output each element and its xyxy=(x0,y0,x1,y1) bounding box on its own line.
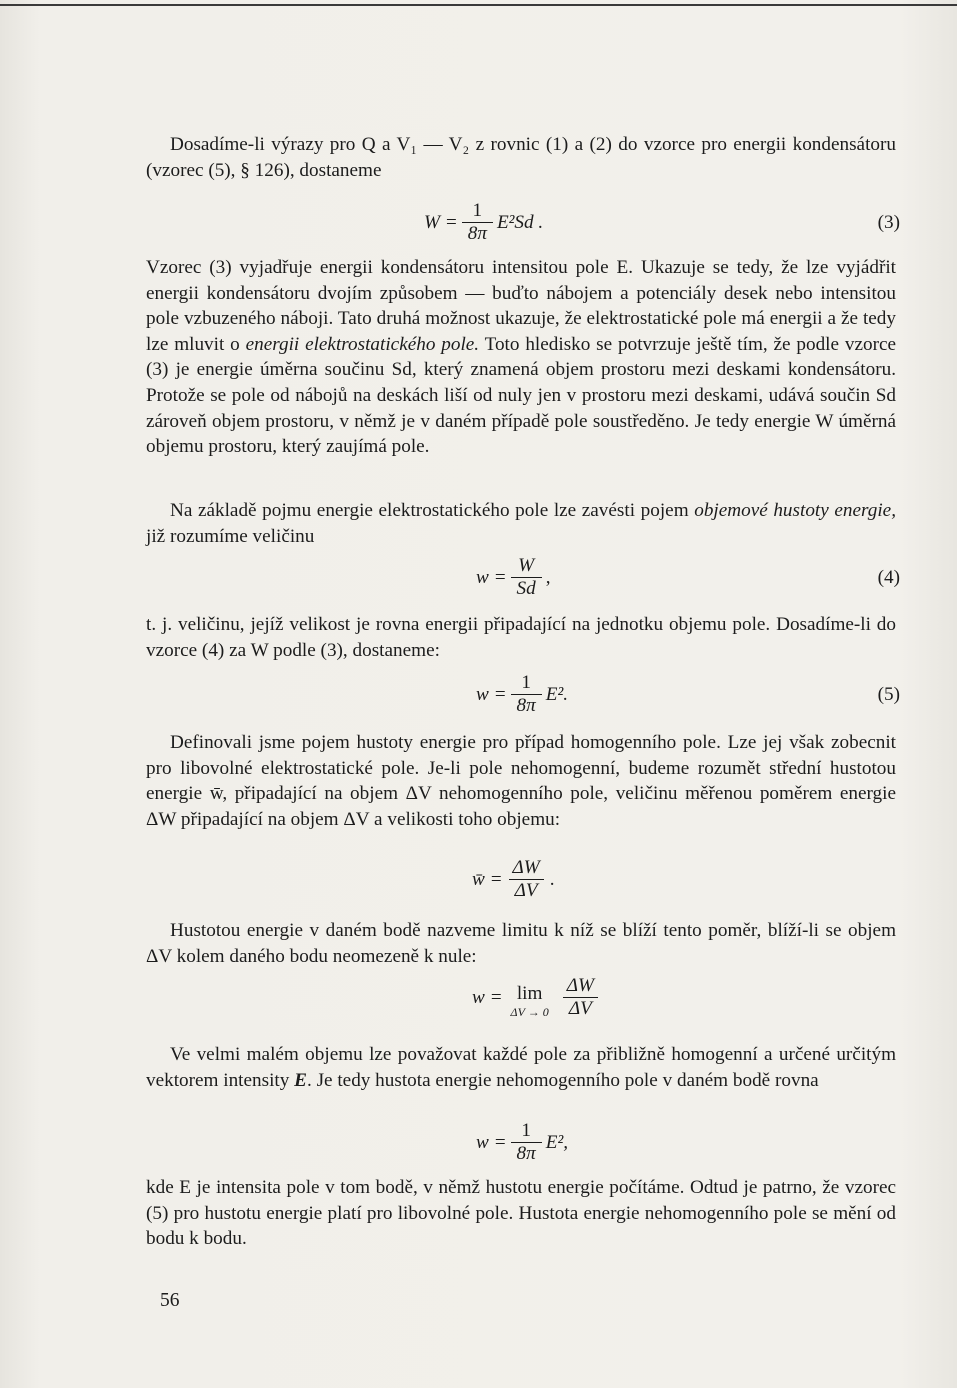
paragraph-2-text-c: Toto hledisko se potvrzuje ještě tím, že podle vzorce (3) je energie úměrna součinu Sd, který znamená objem prostoru mezi deskami kondensátoru. Protože se pole od nábojů na deskách liší od nuly jen v prostoru mezi deskami, udává součin Sd zároveň objem prostoru, v němž je v daném případě pole soustředěno. Je tedy energie W úměrná objemu prostoru, který zaujímá pole. xyxy=(146,333,896,458)
paragraph-8-text: kde E je intensita pole v tom bodě, v němž hustotu energie počítáme. Odtud je patrno, že vzorec (5) pro hustotu energie platí pro libovolné pole. Hustota energie nehomogenního pole se mění od bodu k bodu. xyxy=(146,1177,896,1250)
paragraph-2-text-a: Vzorec (3) vyjadřuje energii kondensátoru intensitou pole E. Ukazuje se tedy, že lze vyjádřit energii kondensátoru dvojím způsobem — buďto nábojem a potenciály desek nebo intensitou pole vzbuzeného náboji. Tato druhá možnost ukazuje, že elektrostatické pole má energii a že tedy lze mluvit o xyxy=(146,257,896,355)
eq5-numerator: 1 xyxy=(521,672,531,693)
equation-5 xyxy=(146,672,900,730)
eq3-denominator: 8π xyxy=(462,222,493,245)
eq8-denominator: 8π xyxy=(511,1142,542,1165)
eq7-denominator: ΔV xyxy=(563,997,598,1020)
equation-6 xyxy=(146,857,900,915)
paragraph-7-vector: E xyxy=(294,1069,307,1091)
paragraph-3-emphasis: objemové hustoty energie, xyxy=(694,500,896,521)
paragraph-1 xyxy=(146,132,896,183)
eq7-limit xyxy=(511,977,549,1019)
eq3-label: (3) xyxy=(877,212,900,233)
eq4-denominator: Sd xyxy=(511,577,542,600)
eq8-rhs: E², xyxy=(545,1131,569,1153)
eq5-lhs: w = xyxy=(476,683,507,705)
paragraph-6-text: Hustotou energie v daném bodě nazveme limitu k níž se blíží tento poměr, blíží-li se objem ΔV kolem daného bodu neomezeně k nule: xyxy=(146,920,896,967)
paragraph-4 xyxy=(146,612,896,663)
eq5-denominator: 8π xyxy=(511,694,542,717)
paragraph-6 xyxy=(146,918,896,969)
eq3-lhs: W = xyxy=(424,211,458,233)
paragraph-7 xyxy=(146,1042,896,1093)
paragraph-5 xyxy=(146,730,896,832)
paragraph-2-emphasis: energii elektrostatického pole. xyxy=(245,333,480,355)
paragraph-3 xyxy=(146,498,896,549)
paragraph-1-text: Dosadíme-li výrazy pro Q a V₁ — V₂ z rovnic (1) a (2) do vzorce pro energii kondensátoru (vzorec (5), § 126), dostaneme xyxy=(146,134,896,181)
paragraph-8 xyxy=(146,1175,896,1252)
eq8-fraction xyxy=(511,1120,542,1165)
paragraph-5-text: Definovali jsme pojem hustoty energie pro případ homogenního pole. Lze jej však zobecnit pro libovolné elektrostatické pole. Je-li pole nehomogenní, budeme rozumět střední hustotou energie w̄, připadající na objem ΔV nehomogenního pole, veličinu měřenou poměrem energie ΔW připadající na objem ΔV a velikosti toho objemu: xyxy=(146,732,896,830)
paragraph-7-text-a: Ve velmi malém objemu lze považovat každé pole za přibližně homogenní a určené určitým vektorem intensity xyxy=(146,1044,896,1091)
top-rule xyxy=(0,4,957,6)
paragraph-7-text-c: . Je tedy hustota energie nehomogenního pole v daném bodě rovna xyxy=(306,1069,819,1091)
eq4-label: (4) xyxy=(877,567,900,588)
equation-7 xyxy=(146,975,900,1035)
eq7-lhs: w = xyxy=(472,986,503,1008)
eq7-lim-subscript: ΔV → 0 xyxy=(510,1004,549,1019)
eq6-lhs: w̄ = xyxy=(472,868,503,890)
paragraph-3-text-a: Na základě pojmu energie elektrostatického pole lze zavésti pojem xyxy=(170,500,695,521)
eq4-lhs: w = xyxy=(476,566,507,588)
eq4-fraction xyxy=(511,555,542,600)
eq3-fraction xyxy=(462,200,493,245)
paragraph-2 xyxy=(146,255,896,460)
eq4-rhs: , xyxy=(545,566,551,588)
eq5-fraction xyxy=(511,672,542,717)
eq3-rhs: E²Sd . xyxy=(496,211,544,233)
eq6-rhs: . xyxy=(549,868,555,890)
eq5-rhs: E². xyxy=(545,683,569,705)
eq5-label: (5) xyxy=(877,684,900,705)
paragraph-3-text-c: již rozumíme veličinu xyxy=(146,525,315,547)
eq8-numerator: 1 xyxy=(521,1120,531,1141)
eq4-numerator: W xyxy=(518,555,535,576)
eq6-denominator: ΔV xyxy=(509,879,544,902)
equation-8 xyxy=(146,1120,900,1178)
equation-3 xyxy=(146,200,900,258)
paragraph-4-text: t. j. veličinu, jejíž velikost je rovna energii připadající na jednotku objemu pole. Dosadíme-li do vzorce (4) za W podle (3), dostaneme: xyxy=(146,614,896,661)
eq3-numerator: 1 xyxy=(472,200,483,221)
eq7-numerator: ΔW xyxy=(566,975,594,996)
eq7-fraction xyxy=(561,975,600,1020)
equation-4 xyxy=(146,555,900,613)
page-number: 56 xyxy=(160,1290,180,1311)
eq8-lhs: w = xyxy=(476,1131,507,1153)
eq7-lim-word: lim xyxy=(516,982,543,1004)
eq6-fraction xyxy=(507,857,546,902)
eq6-numerator: ΔW xyxy=(512,857,540,878)
